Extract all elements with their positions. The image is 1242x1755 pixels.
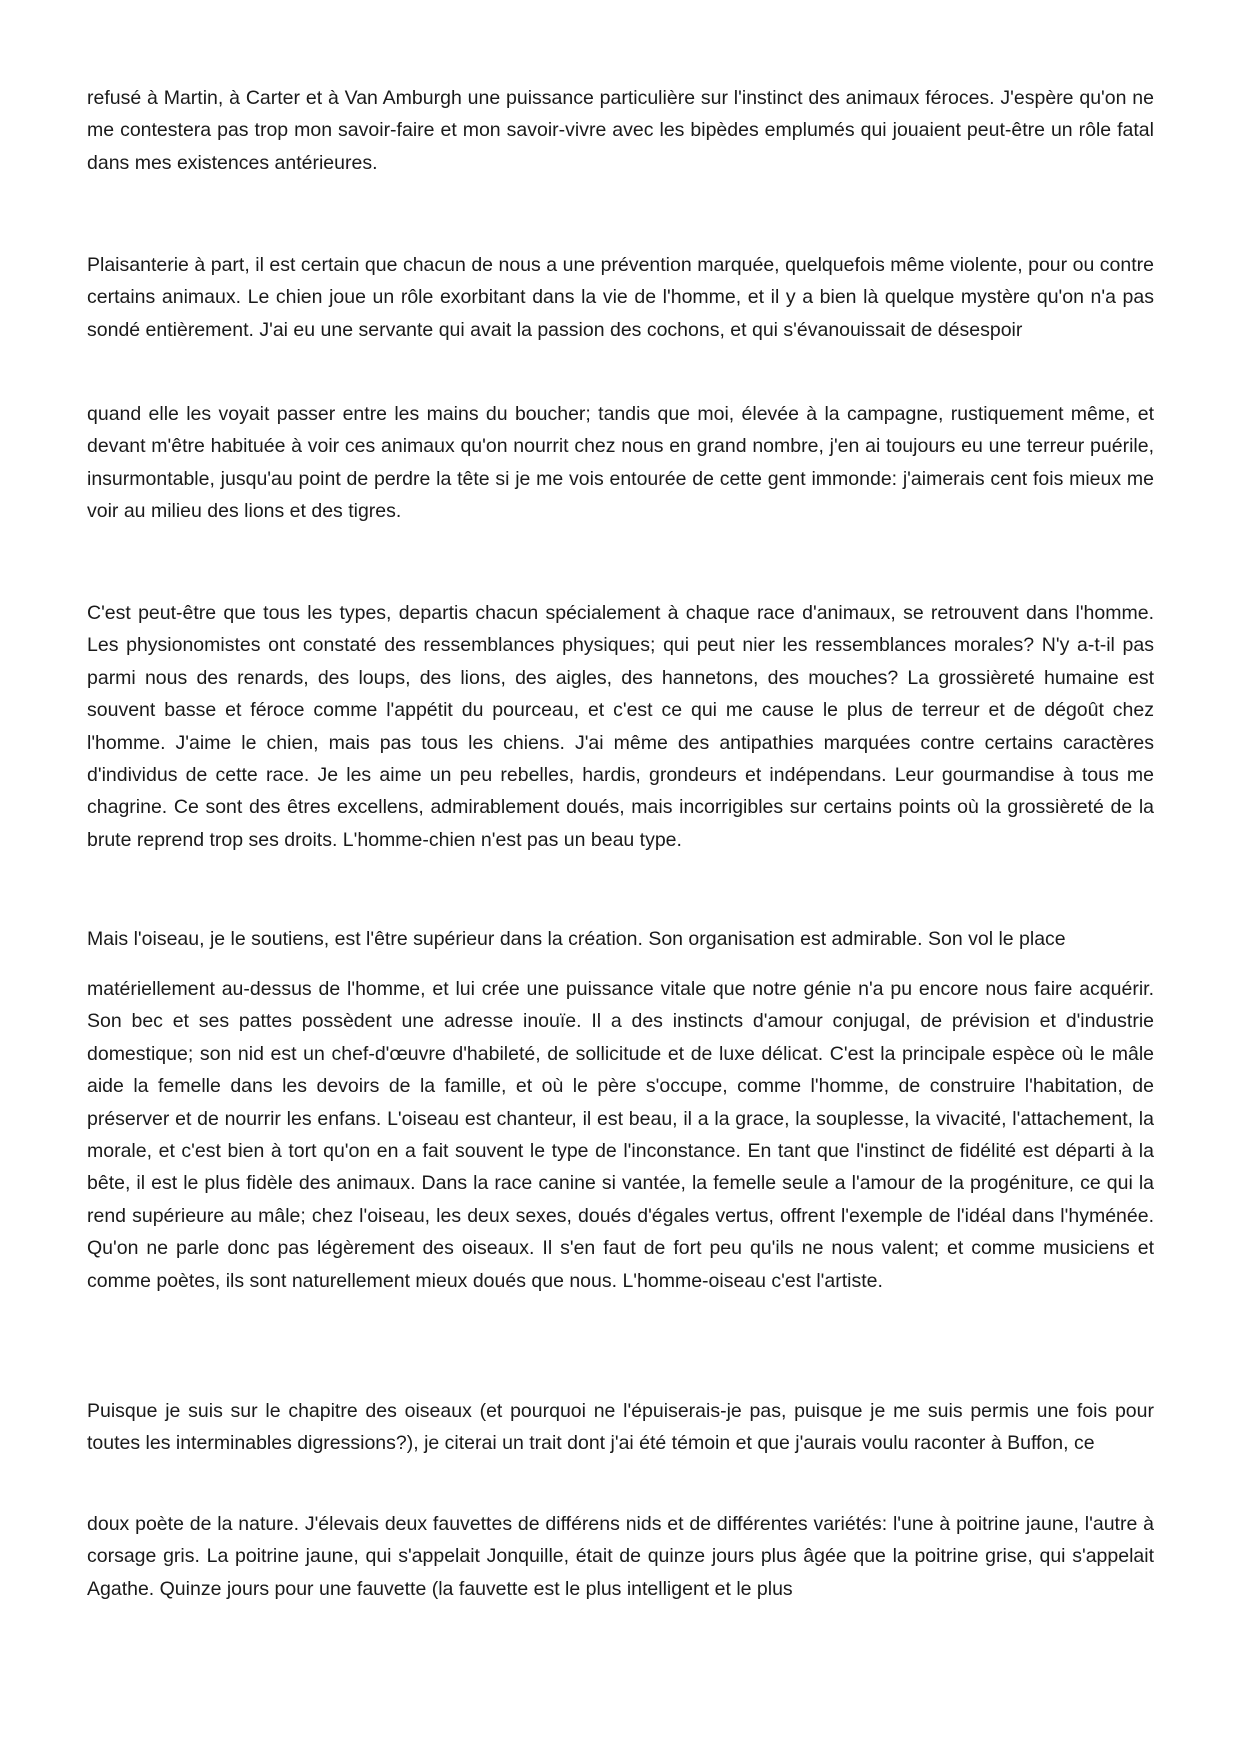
paragraph-7: Puisque je suis sur le chapitre des oiseaux (et pourquoi ne l'épuiserais-je pas, puisque je me suis permis une fois pour toutes les interminables digressions?), je citerai un trait dont j'ai été témoin et que j'aurais voulu raconter à Buffon, ce <box>87 1400 1154 1455</box>
paragraph-6: matériellement au-dessus de l'homme, et lui crée une puissance vitale que notre génie n'a pu encore nous faire acquérir. Son bec et ses pattes possèdent une adresse inouïe. Il a des instincts d'amour conjugal, de prévision et d'industrie domestique; son nid est un chef-d'œuvre d'habileté, de sollicitude et de luxe délicat. C'est la principale espèce où le mâle aide la femelle dans les devoirs de la famille, et où le père s'occupe, comme l'homme, de construire l'habitation, de préserver et de nourrir les enfans. L'oiseau est chanteur, il est beau, il a la grace, la souplesse, la vivacité, l'attachement, la morale, et c'est bien à tort qu'on en a fait souvent le type de l'inconstance. En tant que l'instinct de fidélité est départi à la bête, il est le plus fidèle des animaux. Dans la race canine si vantée, la femelle seule a l'amour de la progéniture, ce qui la rend supérieure au mâle; chez l'oiseau, les deux sexes, doués d'égales vertus, offrent l'exemple de l'idéal dans l'hyménée. Qu'on ne parle donc pas légèrement des oiseaux. Il s'en faut de fort peu qu'ils ne nous valent; et comme musiciens et comme poètes, ils sont naturellement mieux doués que nous. L'homme-oiseau c'est l'artiste. <box>87 978 1154 1292</box>
paragraph-3: quand elle les voyait passer entre les mains du boucher; tandis que moi, élevée à la campagne, rustiquement même, et devant m'être habituée à voir ces animaux qu'on nourrit chez nous en grand nombre, j'en ai toujours eu une terreur puérile, insurmontable, jusqu'au point de perdre la tête si je me vois entourée de cette gent immonde: j'aimerais cent fois mieux me voir au milieu des lions et des tigres. <box>87 403 1154 523</box>
paragraph-5: Mais l'oiseau, je le soutiens, est l'être supérieur dans la création. Son organisation est admirable. Son vol le place <box>87 928 1066 950</box>
paragraph-2: Plaisanterie à part, il est certain que chacun de nous a une prévention marquée, quelquefois même violente, pour ou contre certains animaux. Le chien joue un rôle exorbitant dans la vie de l'homme, et il y a bien là quelque mystère qu'on n'a pas sondé entièrement. J'ai eu une servante qui avait la passion des cochons, et qui s'évanouissait de désespoir <box>87 254 1154 341</box>
paragraph-8: doux poète de la nature. J'élevais deux fauvettes de différens nids et de différentes variétés: l'une à poitrine jaune, l'autre à corsage gris. La poitrine jaune, qui s'appelait Jonquille, était de quinze jours plus âgée que la poitrine grise, qui s'appelait Agathe. Quinze jours pour une fauvette (la fauvette est le plus intelligent et le plus <box>87 1513 1154 1600</box>
paragraph-4: C'est peut-être que tous les types, departis chacun spécialement à chaque race d'animaux, se retrouvent dans l'homme. Les physionomistes ont constaté des ressemblances physiques; qui peut nier les ressemblances morales? N'y a-t-il pas parmi nous des renards, des loups, des lions, des aigles, des hannetons, des mouches? La grossièreté humaine est souvent basse et féroce comme l'appétit du pourceau, et c'est ce qui me cause le plus de terreur et de dégoût chez l'homme. J'aime le chien, mais pas tous les chiens. J'ai même des antipathies marquées contre certains caractères d'individus de cette race. Je les aime un peu rebelles, hardis, grondeurs et indépendans. Leur gourmandise à tous me chagrine. Ce sont des êtres excellens, admirablement doués, mais incorrigibles sur certains points où la grossièreté de la brute reprend trop ses droits. L'homme-chien n'est pas un beau type. <box>87 602 1154 851</box>
paragraph-1: refusé à Martin, à Carter et à Van Amburgh une puissance particulière sur l'instinct des animaux féroces. J'espère qu'on ne me contestera pas trop mon savoir-faire et mon savoir-vivre avec les bipèdes emplumés qui jouaient peut-être un rôle fatal dans mes existences antérieures. <box>87 87 1154 174</box>
